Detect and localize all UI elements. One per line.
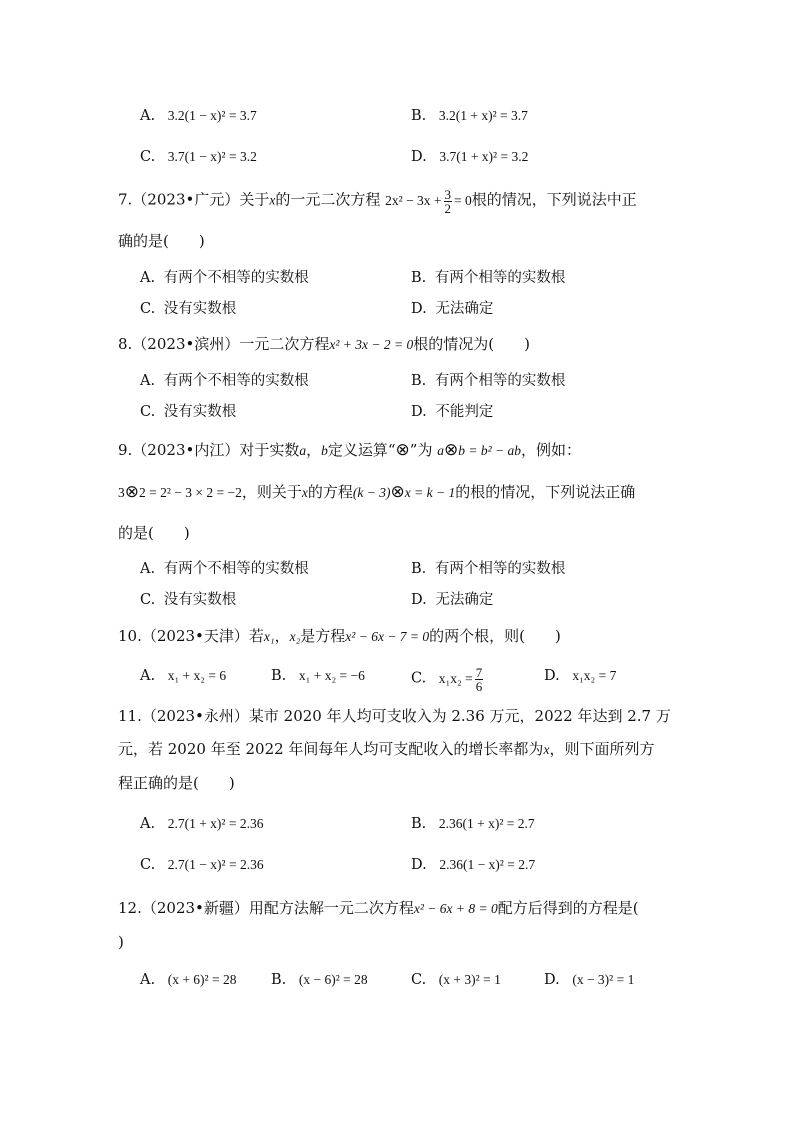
q7-equation	[385, 187, 472, 216]
q9-option-a[interactable]	[140, 559, 309, 579]
q12-option-d[interactable]	[544, 970, 634, 990]
option-letter: B.	[411, 270, 427, 286]
q7-fraction	[444, 188, 453, 215]
q8-stem-post: 根的情况为( )	[413, 335, 530, 353]
q6-option-c[interactable]	[140, 147, 257, 167]
q10-equation: x² − 6x − 7 = 0	[345, 629, 430, 644]
option-letter: D.	[411, 857, 427, 873]
option-letter: A.	[140, 816, 156, 832]
option-expression	[438, 665, 485, 694]
option-expression: (x − 3)² = 1	[572, 972, 635, 987]
option-letter: C.	[140, 149, 156, 165]
fraction-numerator: 3	[444, 187, 452, 202]
option-expression: 3.2(1 − x)² = 3.7	[167, 108, 257, 123]
option-text: 无法确定	[435, 592, 494, 608]
option-letter: C.	[140, 301, 156, 317]
q12-stem-line2: )	[118, 933, 124, 951]
q9-line2-var: x	[301, 485, 308, 500]
q10-sep: ，	[274, 627, 290, 645]
option-letter: C.	[140, 592, 156, 608]
q12-stem-pre: 12.（2023•新疆）用配方法解一元二次方程	[118, 899, 414, 917]
q10-option-b[interactable]	[271, 666, 365, 686]
q7-var: x	[269, 192, 276, 208]
q9-option-b[interactable]	[411, 559, 565, 579]
option-letter: B.	[411, 561, 427, 577]
example-left: 3	[118, 485, 125, 500]
option-text: 有两个不相等的实数根	[163, 270, 309, 286]
option-letter: A.	[140, 270, 156, 286]
q7-option-a[interactable]	[140, 268, 309, 288]
option-letter: D.	[411, 301, 427, 317]
option-letter: D.	[544, 668, 560, 684]
q9-a: a	[299, 443, 307, 458]
q9-stem-line2	[118, 482, 635, 503]
q7-stem	[118, 188, 637, 215]
option-text: 无法确定	[435, 301, 494, 317]
option-text: 有两个不相等的实数根	[163, 561, 309, 577]
q8-option-d[interactable]	[411, 402, 493, 422]
option-letter: B.	[271, 972, 287, 988]
q10-option-c[interactable]	[411, 666, 485, 693]
option-expression: 2.7(1 − x)² = 2.36	[167, 857, 264, 872]
q9-option-d[interactable]	[411, 590, 493, 610]
q11-stem-line1: 11.（2023•永州）某市 2020 年人均可支收入为 2.36 万元，2022 年达到 2.7 万	[118, 707, 671, 725]
expr-pre: x₁x₂ =	[438, 670, 473, 686]
option-expression: 2.7(1 + x)² = 2.36	[167, 816, 264, 831]
q9-equation	[352, 482, 456, 502]
q6-option-b[interactable]	[411, 106, 528, 126]
q9-option-c[interactable]	[140, 590, 236, 610]
def-a: a	[437, 443, 444, 458]
example-rest: 2 = 2² − 3 × 2 = −2	[139, 485, 242, 500]
option-expression: 3.2(1 + x)² = 3.7	[438, 108, 528, 123]
option-expression: x₁ + x₂ = 6	[167, 668, 227, 683]
option-expression: (x + 3)² = 1	[438, 972, 501, 987]
option-letter: B.	[411, 816, 427, 832]
q10-x1: x₁	[263, 629, 275, 644]
q9-comma: ，	[306, 441, 322, 459]
q10-option-a[interactable]	[140, 666, 226, 686]
q10-stem-post: 的两个根，则( )	[429, 627, 561, 645]
q9-stem-mid2: ”为	[409, 441, 433, 459]
q7-stem-line2: 确的是( )	[118, 232, 205, 250]
q7-eq-post: = 0	[454, 192, 472, 208]
q12-stem-post: 配方后得到的方程是(	[497, 899, 639, 917]
q9-line2-post: 的根的情况，下列说法正确	[455, 483, 636, 501]
q8-option-b[interactable]	[411, 371, 565, 391]
q9-example	[118, 482, 242, 502]
q7-option-c[interactable]	[140, 299, 236, 319]
q11-line2-pre: 元，若 2020 年至 2022 年间每年人均可支配收入的增长率都为	[118, 740, 544, 758]
q12-option-a[interactable]	[140, 970, 236, 990]
option-expression: (x + 6)² = 28	[167, 972, 237, 987]
option-letter: D.	[411, 404, 427, 420]
option-expression: 2.36(1 − x)² = 2.7	[439, 857, 536, 872]
option-text: 没有实数根	[163, 301, 237, 317]
q7-stem-mid: 的一元二次方程	[275, 190, 381, 209]
option-expression: x₁ + x₂ = −6	[298, 668, 365, 683]
q11-option-b[interactable]	[411, 814, 535, 834]
eq-pre: (k − 3)	[352, 485, 391, 500]
option-letter: C.	[411, 670, 427, 687]
q7-stem-post: 根的情况，下列说法中正	[471, 190, 637, 209]
q9-line2-mid2: 的方程	[307, 483, 353, 501]
q11-var: x	[543, 742, 550, 757]
option-expression: x₁x₂ = 7	[572, 668, 617, 683]
option-expression: 3.7(1 − x)² = 3.2	[167, 149, 257, 164]
option-letter: B.	[411, 373, 427, 389]
option-letter: C.	[140, 857, 156, 873]
option-text: 没有实数根	[163, 592, 237, 608]
q10-stem	[118, 626, 561, 647]
eq-post: x = k − 1	[404, 485, 456, 500]
option-letter: D.	[544, 972, 560, 988]
option-letter: A.	[140, 373, 156, 389]
option-letter: A.	[140, 561, 156, 577]
q9-stem-post: ，例如：	[521, 441, 582, 459]
option-text: 不能判定	[435, 404, 494, 420]
q11-option-c[interactable]	[140, 855, 264, 875]
option-text: 有两个相等的实数根	[434, 270, 566, 286]
option-expression: 2.36(1 + x)² = 2.7	[438, 816, 535, 831]
option-text: 没有实数根	[163, 404, 237, 420]
q12-option-c[interactable]	[411, 970, 501, 990]
q9-line2-mid: ，则关于	[241, 483, 302, 501]
option-letter: A.	[140, 108, 156, 124]
q10-stem-pre: 10.（2023•天津）若	[118, 627, 264, 645]
option-letter: C.	[140, 404, 156, 420]
q7-option-b[interactable]	[411, 268, 565, 288]
option-text: 有两个不相等的实数根	[163, 373, 309, 389]
option-letter: C.	[411, 972, 427, 988]
q10-x2: x₂	[289, 629, 301, 644]
q7-option-d[interactable]	[411, 299, 493, 319]
option-letter: B.	[271, 668, 287, 684]
q12-stem	[118, 898, 639, 919]
otimes-icon: ⊗	[443, 440, 459, 460]
q11-option-a[interactable]	[140, 814, 263, 834]
otimes-icon: ⊗	[390, 482, 405, 502]
q10-option-d[interactable]	[544, 666, 616, 686]
q7-eq-pre: 2x² − 3x +	[385, 192, 442, 208]
q9-b: b	[321, 443, 328, 458]
q9-stem-mid: 定义运算“	[327, 441, 396, 459]
q12-option-b[interactable]	[271, 970, 368, 990]
option-text: 有两个相等的实数根	[434, 561, 566, 577]
q12-equation: x² − 6x + 8 = 0	[413, 901, 498, 916]
option-letter: B.	[411, 108, 427, 124]
otimes-icon: ⊗	[124, 482, 139, 502]
otimes-icon: ⊗	[395, 440, 410, 460]
q6-option-d[interactable]	[411, 147, 528, 167]
option-letter: A.	[140, 668, 156, 684]
option-expression: 3.7(1 + x)² = 3.2	[439, 149, 529, 164]
option-letter: D.	[411, 149, 427, 165]
q11-option-d[interactable]	[411, 855, 535, 875]
q11-stem-line3: 程正确的是( )	[118, 774, 235, 792]
q8-stem	[118, 334, 530, 355]
q8-option-c[interactable]	[140, 402, 236, 422]
q7-stem-pre: 7.（2023•广元）关于	[118, 190, 270, 209]
q9-definition	[437, 440, 522, 460]
q9-stem	[118, 440, 581, 461]
fraction-denominator: 2	[444, 201, 452, 216]
q8-equation: x² + 3x − 2 = 0	[329, 337, 414, 352]
fraction-numerator: 7	[475, 665, 483, 680]
option-fraction	[475, 666, 484, 693]
q8-stem-pre: 8.（2023•滨州）一元二次方程	[118, 335, 330, 353]
q9-stem-line3: 的是( )	[118, 524, 190, 542]
q10-stem-mid: 是方程	[300, 627, 346, 645]
def-rest: b = b² − ab	[458, 443, 522, 458]
q11-stem-line2	[118, 739, 654, 760]
option-text: 有两个相等的实数根	[434, 373, 566, 389]
q8-option-a[interactable]	[140, 371, 309, 391]
q6-option-a[interactable]	[140, 106, 257, 126]
option-letter: A.	[140, 972, 156, 988]
option-expression: (x − 6)² = 28	[298, 972, 368, 987]
q9-stem-pre: 9.（2023•内江）对于实数	[118, 441, 300, 459]
fraction-denominator: 6	[475, 679, 483, 694]
q11-line2-post: ，则下面所列方	[549, 740, 655, 758]
option-letter: D.	[411, 592, 427, 608]
